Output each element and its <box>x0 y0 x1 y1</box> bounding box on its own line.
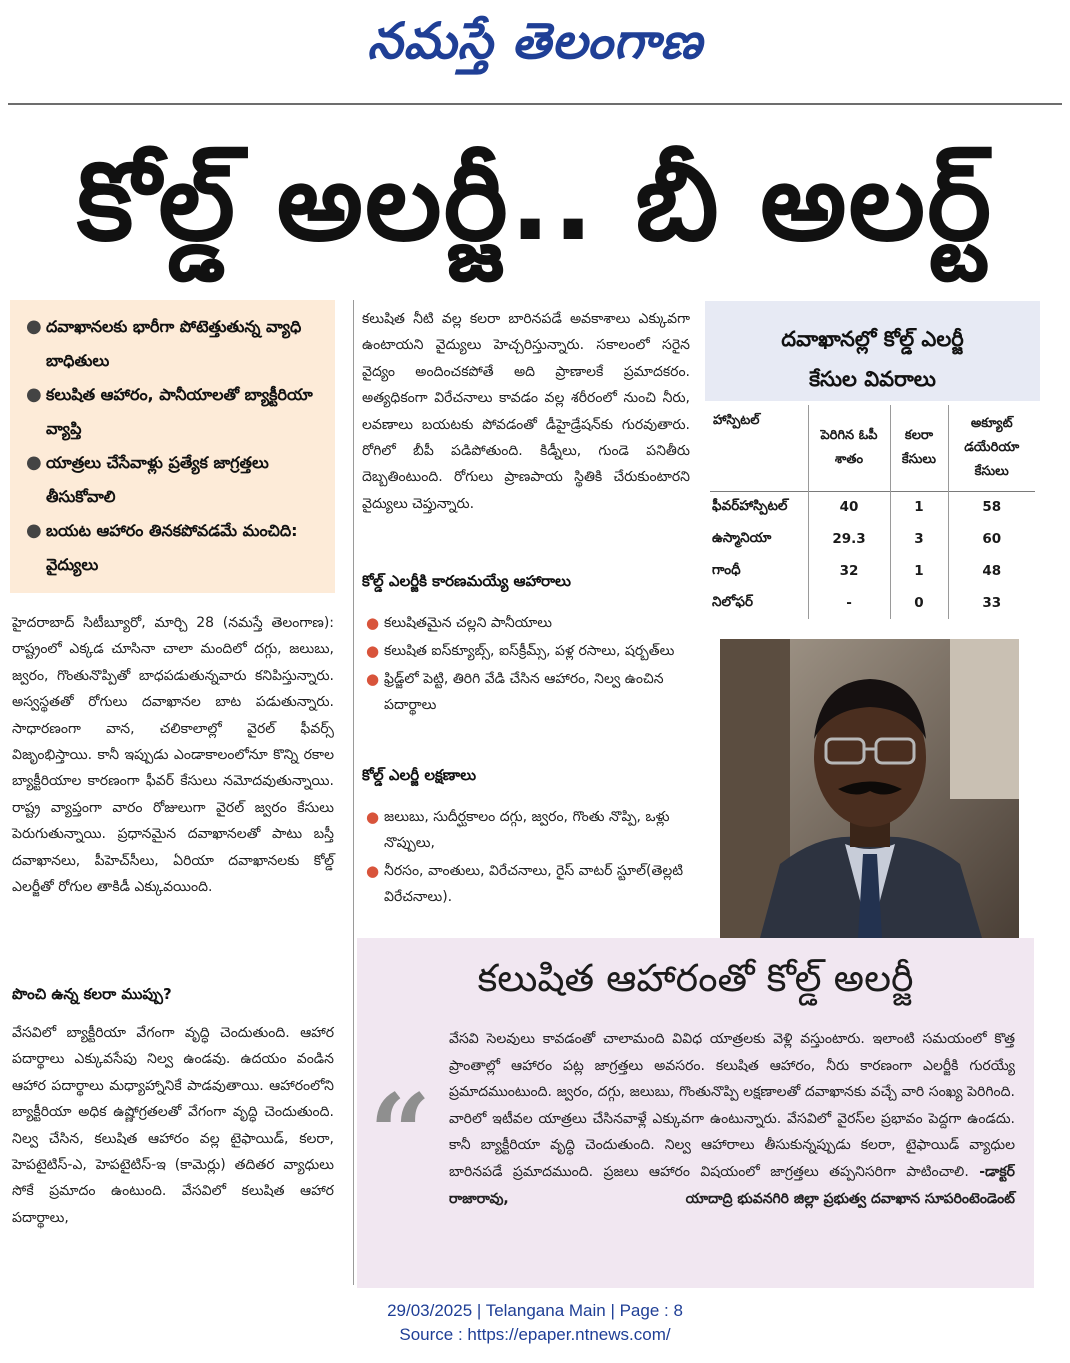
table-cell: ఉస్మానియా <box>712 529 772 546</box>
highlight-item <box>26 378 325 446</box>
table-cell: 29.3 <box>808 523 890 555</box>
footer-date-page: 29/03/2025 | Telangana Main | Page : 8 <box>387 1301 683 1320</box>
doctor-quote-box <box>357 938 1034 1288</box>
list-item <box>362 666 690 718</box>
highlight-text: కలుషిత ఆహారం, పానీయాలతో బ్యాక్టీరియా వ్యాప్తి <box>46 385 313 438</box>
highlight-item <box>26 514 325 582</box>
subheading-cholera-threat: పొంచి ఉన్న కలరా ముప్పు? <box>12 985 172 1003</box>
list-item <box>362 804 690 856</box>
symptoms-list <box>362 804 690 912</box>
newspaper-title: నమస్తే తెలంగాణ <box>367 12 703 70</box>
highlight-text: దవాఖానలకు భారీగా పోటెత్తుతున్న వ్యాధి బాధితులు <box>46 317 302 370</box>
doctor-designation: యాదాద్రి భువనగిరి జిల్లా ప్రభుత్వ దవాఖాన సూపరింటెండెంట్ <box>685 1191 1015 1207</box>
header-op-percent: పెరిగిన ఓపీ శాతం <box>808 405 890 491</box>
header-diarrhea-cases: అక్యూట్ డయేరియా కేసులు <box>948 405 1035 491</box>
quote-body: వేసవి సెలవులు కావడంతో చాలామంది వివిధ యాత్రలకు వెళ్లి వస్తుంటారు. ఇలాంటి సమయంలో కొత్త ప్రాంతాల్లో ఆహారం పట్ల జాగ్రత్తలు అవసరం. కలుషిత ఆహారం, నీరు కారణంగా ఎలర్జీకి గురయ్యే ప్రమాదముంటుంది. జ్వరం, దగ్గు, జలుబు, గొంతునొప్పి లక్షణాలతో దవాఖానకు వచ్చే వారి సంఖ్య పెరిగింది. వారిలో ఇటీవల యాత్రలు చేసినవాళ్లే ఎక్కువగా ఉంటున్నారు. వేసవిలో వైరస్‌ల ప్రభావం పెద్దగా ఉండదు. కానీ బ్యాక్టీరియా వృద్ధి చెందుతుంది. నిల్వ ఆహారాలు తీసుకున్నప్పుడు కలరా, టైఫాయిడ్ వ్యాధుల బారినపడే ప్రమాదముంది. ప్రజలు ఆహారం విషయంలో జాగ్రత్తలు తప్పనిసరిగా పాటించాలి. <box>449 1031 1015 1180</box>
highlight-item <box>26 310 325 378</box>
column-divider <box>353 300 354 1285</box>
table-cell: 32 <box>808 555 890 587</box>
bullet-icon: ● <box>26 452 42 473</box>
bullet-icon: ● <box>366 808 380 826</box>
cases-table <box>710 405 1035 619</box>
list-item-text: కలుషిత ఐస్‌క్యూబ్స్, ఐస్‌క్రీమ్స్, పళ్ల రసాలు, షర్బత్‌లు <box>384 643 675 659</box>
table-title-line2: కేసుల వివరాలు <box>809 367 936 391</box>
masthead <box>0 0 1070 100</box>
table-row <box>710 555 1035 587</box>
quote-text <box>449 1026 1015 1212</box>
table-header-row <box>710 405 1035 491</box>
bullet-icon: ● <box>366 670 380 688</box>
cases-table-box <box>705 301 1040 631</box>
article-body-col1: వేసవిలో బ్యాక్టీరియా వేగంగా వృద్ధి చెందుతుంది. ఆహార పదార్థాలు ఎక్కువసేపు నిల్వ ఉండవు. ఉదయం వండిన ఆహార పదార్థాలు మధ్యాహ్నానికే పాడవుతాయి. ఆహారంలోని బ్యాక్టీరియా అధిక ఉష్ణోగ్రతలతో వేగంగా వృద్ధి చెందుతుంది. నిల్వ చేసిన, కలుషిత ఆహారం వల్ల టైఫాయిడ్, కలరా, హెపటైటిస్-ఎ, హెపటైటిస్-ఇ (కామెర్లు) తదితర వ్యాధులు సోకే ప్రమాదం ఉంటుంది. వేసవిలో కలుషిత ఆహార పదార్థాలు, <box>12 1025 334 1226</box>
highlight-text: యాత్రలు చేసేవాళ్లు ప్రత్యేక జాగ్రత్తలు తీసుకోవాలి <box>46 453 269 506</box>
footer-source-link[interactable]: Source : https://epaper.ntnews.com/ <box>399 1325 671 1344</box>
bullet-icon: ● <box>26 384 42 405</box>
table-row <box>710 587 1035 619</box>
doctor-photo <box>720 639 1019 938</box>
header-cholera-cases: కలరా కేసులు <box>890 405 948 491</box>
subheading-symptoms: కోల్డ్ ఎలర్జీ లక్షణాలు <box>362 766 477 784</box>
table-cell: 1 <box>890 491 948 523</box>
article-body-col2: కలుషిత నీటి వల్ల కలరా బారినపడే అవకాశాలు ఎక్కువగా ఉంటాయని వైద్యులు హెచ్చరిస్తున్నారు. సకాలంలో సరైన వైద్యం అందించకపోతే అది ప్రాణాలకే ప్రమాదకరం. అత్యధికంగా విరేచనాలు కావడం వల్ల శరీరంలో నుంచి నీరు, లవణాలు బయటకు పోవడంతో డీహైడ్రేషన్‌కు గురవుతారు. రోగిలో బీపీ పడిపోతుంది. కిడ్నీలు, గుండె పనితీరు దెబ్బతింటుంది. రోగులు ప్రాణపాయ స్థితికి చేరుకుంటారని వైద్యులు చెప్తున్నారు. <box>362 311 690 512</box>
table-cell: 48 <box>948 555 1035 587</box>
highlight-text: బయట ఆహారం తినకపోవడమే మంచిది: వైద్యులు <box>46 521 298 574</box>
highlights-box <box>10 300 335 593</box>
table-title <box>705 301 1040 401</box>
bullet-icon: ● <box>366 614 380 632</box>
list-item <box>362 638 690 664</box>
bullet-icon: ● <box>26 520 42 541</box>
doctor-portrait-image <box>720 639 1019 938</box>
masthead-divider <box>8 103 1062 105</box>
list-item-text: కలుషితమైన చల్లని పానీయాలు <box>384 615 552 631</box>
list-item <box>362 858 690 910</box>
table-cell: ఫీవర్‌హాస్పిటల్ <box>712 497 788 514</box>
bullet-icon: ● <box>366 862 380 880</box>
quotation-mark-icon: “ <box>369 1071 432 1197</box>
table-cell: 60 <box>948 523 1035 555</box>
table-title-line1: దవాఖానల్లో కోల్డ్ ఎలర్జీ <box>781 327 964 351</box>
article-intro: హైదరాబాద్ సిటీబ్యూరో, మార్చి 28 (నమస్తే తెలంగాణ): రాష్ట్రంలో ఎక్కడ చూసినా చాలా మందిలో దగ్గు, జలుబు, జ్వరం, గొంతునొప్పితో బాధపడుతున్నవారు కనిపిస్తున్నారు. అస్వస్థతతో రోగులు దవాఖానల బాట పడుతున్నారు. సాధారణంగా వాన, చలికాలాల్లో వైరల్ ఫీవర్స్ విజృంభిస్తాయి. కానీ ఇప్పుడు ఎండాకాలంలోనూ కొన్ని రకాల బ్యాక్టీరియాల కారణంగా ఫీవర్ కేసులు నమోదవుతున్నాయి. రాష్ట్ర వ్యాప్తంగా వారం రోజులుగా వైరల్ జ్వరం కేసులు పెరుగుతున్నాయి. ప్రధానమైన దవాఖానలతో పాటు బస్తీ దవాఖానలు, పీహెచ్‌సీలు, ఏరియా దవాఖానలకు కోల్డ్ ఎలర్జీతో రోగుల తాకిడీ ఎక్కువయింది. <box>12 615 334 896</box>
table-row <box>710 523 1035 555</box>
causing-foods-list <box>362 610 690 720</box>
table-cell: 1 <box>890 555 948 587</box>
bullet-icon: ● <box>26 316 42 337</box>
list-item-text: నీరసం, వాంతులు, విరేచనాలు, రైస్ వాటర్ స్టూల్(తెల్లటి విరేచనాలు). <box>384 863 684 905</box>
quote-title: కలుషిత ఆహారంతో కోల్డ్ అలర్జీ <box>477 956 914 1000</box>
table-cell: 58 <box>948 491 1035 523</box>
bullet-icon: ● <box>366 642 380 660</box>
doctor-name: -డాక్టర్ రాజారావు, <box>449 1163 1015 1207</box>
table-cell: 0 <box>890 587 948 619</box>
list-item-text: జలుబు, సుదీర్ఘకాలం దగ్గు, జ్వరం, గొంతు నొప్పి, ఒళ్లు నొప్పులు, <box>384 809 670 851</box>
table-cell: గాంధీ <box>712 561 741 578</box>
table-cell: 40 <box>808 491 890 523</box>
list-item-text: ఫ్రిడ్జ్‌లో పెట్టి, తిరిగి వేడి చేసిన ఆహారం, నిల్వ ఉంచిన పదార్థాలు <box>384 671 664 713</box>
table-cell: - <box>808 587 890 619</box>
table-row <box>710 491 1035 523</box>
header-hospital: హాస్పిటల్ <box>713 413 760 428</box>
headline: కోల్డ్ అలర్జీ.. బీ అలర్ట్ <box>76 140 994 265</box>
highlight-item <box>26 446 325 514</box>
list-item <box>362 610 690 636</box>
subheading-causing-foods: కోల్డ్ ఎలర్జీకి కారణమయ్యే ఆహారాలు <box>362 572 571 590</box>
table-cell: 33 <box>948 587 1035 619</box>
table-cell: 3 <box>890 523 948 555</box>
table-cell: నిలోఫర్ <box>712 593 753 610</box>
